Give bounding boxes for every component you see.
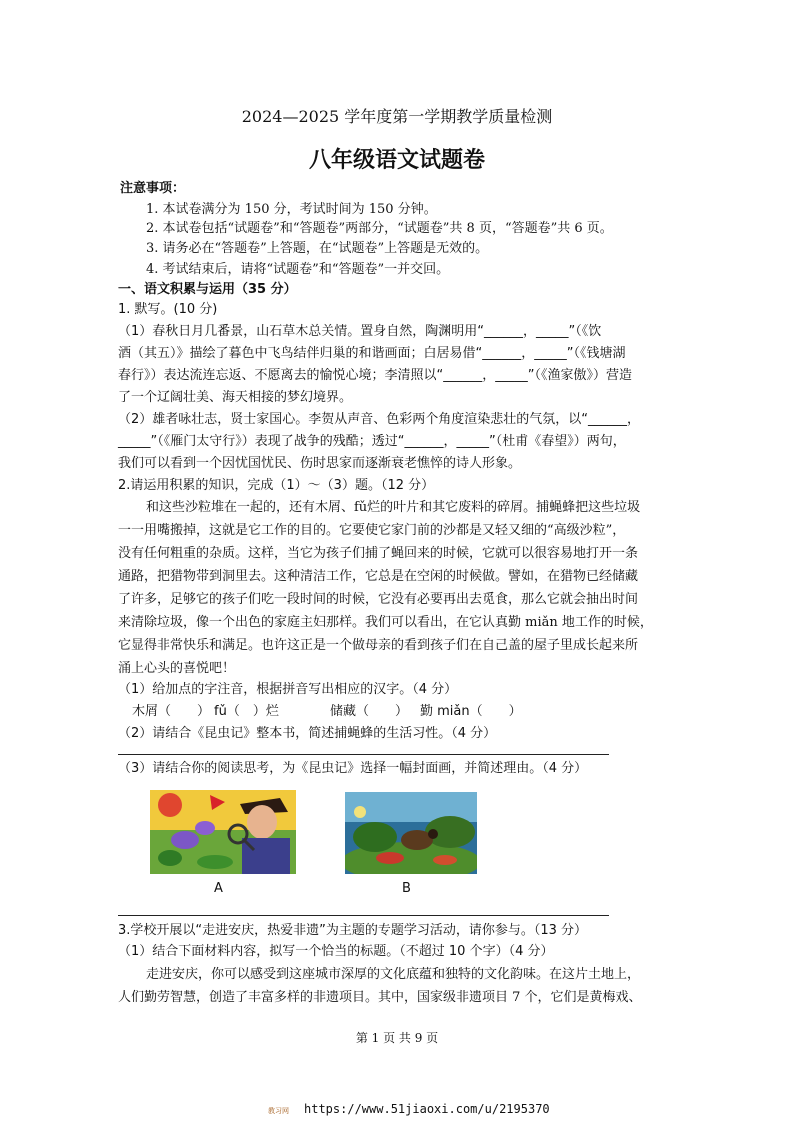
cover-image-b [345,792,477,874]
q2-sub3: （3）请结合你的阅读思考，为《昆虫记》选择一幅封面画，并简述理由。（4 分） [118,761,588,776]
q1-line: 我们可以看到一个因忧国忧民、伤时思家而逐渐衰老憔悴的诗人形象。 [118,456,522,471]
passage-line: 没有任何粗重的杂质。这样，当它为孩子们捕了蝇回来的时候，它就可以很容易地打开一条 [118,546,639,561]
page-number: 第 1 页 共 9 页 [355,1031,439,1045]
exam-title: 八年级语文试题卷 [308,148,485,173]
logo-text: 教习网 [268,1107,289,1115]
q1-line: _____”（《雁门太守行》）表现了战争的残酷；透过“______，_____”（杜甫《春望》）两句， [118,434,626,449]
passage-line: 涌上心头的喜悦吧！ [118,661,236,676]
image-a-label: A [214,881,223,896]
note-item: 4. 考试结束后，请将“试题卷”和“答题卷”一并交回。 [146,262,450,277]
pinyin-item: 勤 miǎn（ ） [420,704,522,719]
footer-url[interactable]: https://www.51jiaoxi.com/u/2195370 [304,1102,550,1116]
q1-line: 酒（其五）》描绘了暮色中飞鸟结伴归巢的和谐画面；白居易借“______，_____”（《钱塘湖 [118,346,626,361]
passage-line: 通路，把猎物带到洞里去。这种清洁工作，它总是在空闲的时候做。譬如，在猎物已经储藏 [118,569,639,584]
passage-line: 了许多，足够它的孩子们吃一段时间的时候，它没有必要再出去觅食，那么它就会抽出时间 [118,592,639,607]
site-logo [268,1106,289,1116]
passage-line: 和这些沙粒堆在一起的，还有木屑、fǔ烂的叶片和其它废料的碎屑。捕蝇蜂把这些垃圾 [146,500,641,515]
pinyin-item: fǔ（ ）烂 [214,704,279,719]
section-title: 一、语文积累与运用（35 分） [118,282,297,297]
q2-sub2: （2）请结合《昆虫记》整本书，简述捕蝇蜂的生活习性。（4 分） [118,726,497,741]
image-b-label: B [402,881,411,896]
question-3-title: 3.学校开展以“走进安庆，热爱非遗”为主题的专题学习活动，请你参与。（13 分） [118,923,588,938]
q3-passage-line: 走进安庆，你可以感受到这座城市深厚的文化底蕴和独特的文化韵味。在这片土地上， [146,967,641,982]
passage-line: 来清除垃圾，像一个出色的家庭主妇那样。我们可以看出，在它认真勤 miǎn 地工作的时候， [118,615,653,630]
q3-passage-line: 人们勤劳智慧，创造了丰富多样的非遗项目。其中，国家级非遗项目 7 个，它们是黄梅戏、 [118,990,642,1005]
q1-line: （2）雄者咏壮志，贤士家国心。李贺从声音、色彩两个角度渲染悲壮的气氛，以“______， [118,412,641,427]
answer-rule [118,754,609,755]
q1-line: （1）春秋日月几番景，山石草木总关情。置身自然，陶渊明用“______，_____”（《饮 [118,324,602,339]
exam-heading: 2024—2025 学年度第一学期教学质量检测 [241,107,553,126]
q2-sub1-title: （1）给加点的字注音，根据拼音写出相应的汉字。（4 分） [118,682,458,697]
pinyin-item: 木屑（ ） [132,704,211,719]
passage-line: 一一用嘴搬掉，这就是它工作的目的。它要使它家门前的沙都是又轻又细的“高级沙粒”， [118,523,626,538]
question-1-title: 1. 默写。(10 分) [118,302,218,317]
answer-rule [118,915,609,916]
cover-image-a [150,790,296,874]
pinyin-item: 储藏（ ） [330,704,409,719]
note-item: 1. 本试卷满分为 150 分，考试时间为 150 分钟。 [146,202,437,217]
q3-sub1: （1）结合下面材料内容，拟写一个恰当的标题。（不超过 10 个字）（4 分） [118,944,554,959]
passage-line: 它显得非常快乐和满足。也许这正是一个做母亲的看到孩子们在自己盖的屋子里成长起来所 [118,638,639,653]
q1-line: 春行》）表达流连忘返、不愿离去的愉悦心境；李清照以“______，_____”（《渔家傲》）营造 [118,368,632,383]
q1-line: 了一个辽阔壮美、海天相接的梦幻境界。 [118,390,353,405]
note-item: 3. 请务必在“答题卷”上答题，在“试题卷”上答题是无效的。 [146,241,489,256]
question-2-title: 2.请运用积累的知识，完成（1）～（3）题。（12 分） [118,478,435,493]
notes-title: 注意事项： [120,181,186,196]
note-item: 2. 本试卷包括“试题卷”和“答题卷”两部分，“试题卷”共 8 页，“答题卷”共 6 页。 [146,221,613,236]
